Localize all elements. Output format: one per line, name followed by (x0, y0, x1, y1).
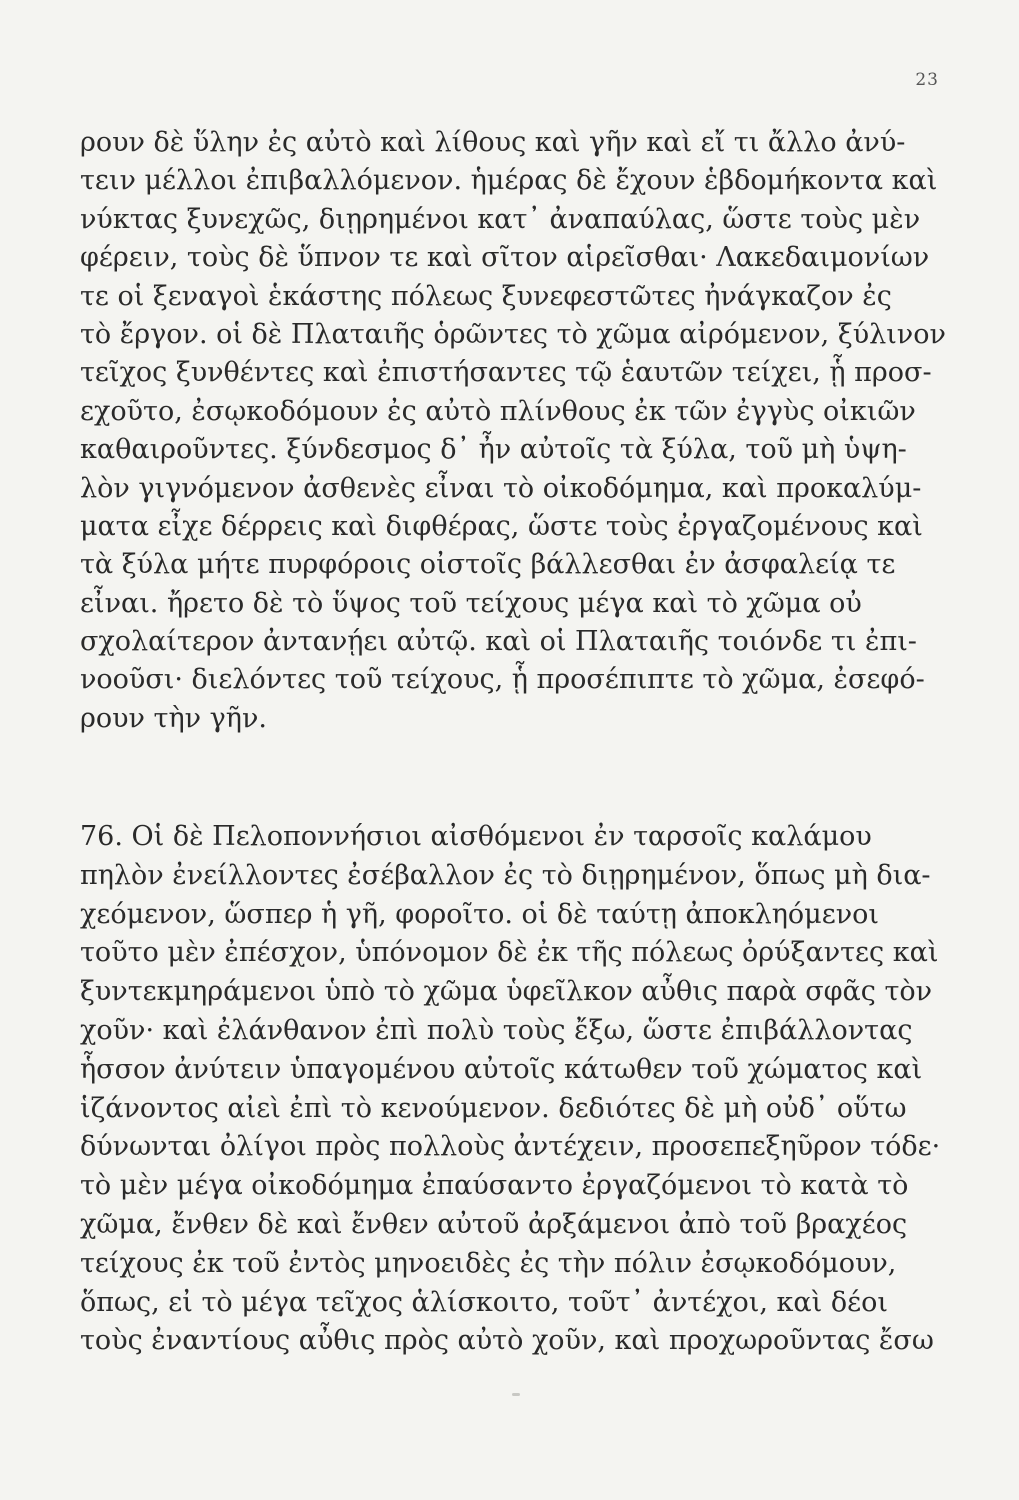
text-line: εχοῦτο, ἐσῳκοδόμουν ἐς αὐτὸ πλίνθους ἐκ τῶν ἐγγὺς οἰκιῶν (80, 395, 916, 427)
text-line: τειν μέλλοι ἐπιβαλλόμενον. ἡμέρας δὲ ἔχουν ἑβδομήκοντα καὶ (80, 165, 938, 197)
text-line: φέρειν, τοὺς δὲ ὕπνον τε καὶ σῖτον αἱρεῖσθαι· Λακεδαιμονίων (80, 242, 930, 274)
text-line: ματα εἶχε δέρρεις καὶ διφθέρας, ὥστε τοὺς ἐργαζομένους καὶ (80, 510, 923, 542)
text-line: νύκτας ξυνεχῶς, διῃρημένοι κατ᾽ ἀναπαύλας, ὥστε τοὺς μὲν (80, 203, 921, 235)
text-line: ρουν δὲ ὕλην ἐς αὐτὸ καὶ λίθους καὶ γῆν καὶ εἴ τι ἄλλο ἀνύ- (80, 127, 906, 158)
text-line: καθαιροῦντες. ξύνδεσμος δ᾽ ἦν αὐτοῖς τὰ ξύλα, τοῦ μὴ ὑψη- (80, 434, 907, 466)
text-line: τὸ ἔργον. οἱ δὲ Πλαταιῆς ὁρῶντες τὸ χῶμα αἰρόμενον, ξύλινον (80, 318, 946, 350)
text-line: χοῦν· καὶ ἐλάνθανον ἐπὶ πολὺ τοὺς ἔξω, ὥστε ἐπιβάλλοντας (80, 1014, 913, 1046)
page-number: 23 (915, 70, 939, 90)
text-line: ἧσσον ἀνύτειν ὑπαγομένου αὐτοῖς κάτωθεν τοῦ χώματος καὶ (80, 1053, 923, 1085)
text-line: τὸ μὲν μέγα οἰκοδόμημα ἐπαύσαντο ἐργαζόμενοι τὸ κατὰ τὸ (80, 1170, 909, 1202)
text-line: νοοῦσι· διελόντες τοῦ τείχους, ᾗ προσέπιπτε τὸ χῶμα, ἐσεφό- (80, 664, 925, 696)
text-line: τεῖχος ξυνθέντες καὶ ἐπιστήσαντες τῷ ἑαυτῶν τείχει, ᾗ προσ- (80, 357, 932, 389)
text-line: τε οἱ ξεναγοὶ ἑκάστης πόλεως ξυνεφεστῶτες ἠνάγκαζον ἐς (80, 280, 892, 312)
text-line: χῶμα, ἔνθεν δὲ καὶ ἔνθεν αὐτοῦ ἀρξάμενοι ἀπὸ τοῦ βραχέος (80, 1208, 908, 1240)
text-line: τείχους ἐκ τοῦ ἐντὸς μηνοειδὲς ἐς τὴν πόλιν ἐσῳκοδόμουν, (80, 1247, 897, 1279)
text-line: τὰ ξύλα μήτε πυρφόροις οἰστοῖς βάλλεσθαι ἐν ἀσφαλείᾳ τε (80, 549, 896, 581)
text-line: τοὺς ἐναντίους αὖθις πρὸς αὐτὸ χοῦν, καὶ προχωροῦντας ἔσω (80, 1325, 934, 1357)
text-line: πηλὸν ἐνείλλοντες ἐσέβαλλον ἐς τὸ διῃρημένον, ὅπως μὴ δια- (80, 859, 931, 891)
text-line: εἶναι. ἤρετο δὲ τὸ ὕψος τοῦ τείχους μέγα καὶ τὸ χῶμα οὐ (80, 587, 862, 619)
text-line: λὸν γιγνόμενον ἀσθενὲς εἶναι τὸ οἰκοδόμημα, καὶ προκαλύμ- (80, 472, 922, 504)
text-line: ἱζάνοντος αἰεὶ ἐπὶ τὸ κενούμενον. δεδιότες δὲ μὴ οὐδ᾽ οὕτω (80, 1092, 907, 1124)
text-line: τοῦτο μὲν ἐπέσχον, ὑπόνομον δὲ ἐκ τῆς πόλεως ὀρύξαντες καὶ (80, 937, 939, 969)
paragraph-2 (80, 818, 950, 1361)
text-line: 76. Οἱ δὲ Πελοποννήσιοι αἰσθόμενοι ἐν ταρσοῖς καλάμου (80, 821, 872, 852)
text-line: ρουν τὴν γῆν. (80, 702, 267, 734)
text-line: σχολαίτερον ἀντανῄει αὐτῷ. καὶ οἱ Πλαταιῆς τοιόνδε τι ἐπι- (80, 626, 917, 658)
text-line: χεόμενον, ὥσπερ ἡ γῆ, φοροῖτο. οἱ δὲ ταύτῃ ἀποκληόμενοι (80, 898, 879, 930)
text-line: ὅπως, εἰ τὸ μέγα τεῖχος ἁλίσκοιτο, τοῦτ᾽ ἀντέχοι, καὶ δέοι (80, 1286, 888, 1318)
text-line: ξυντεκμηράμενοι ὑπὸ τὸ χῶμα ὑφεῖλκον αὖθις παρὰ σφᾶς τὸν (80, 976, 933, 1008)
paper-speck (512, 1393, 520, 1396)
text-line: δύνωνται ὀλίγοι πρὸς πολλοὺς ἀντέχειν, προσεπεξηῦρον τόδε· (80, 1131, 941, 1163)
paragraph-1 (80, 124, 950, 738)
